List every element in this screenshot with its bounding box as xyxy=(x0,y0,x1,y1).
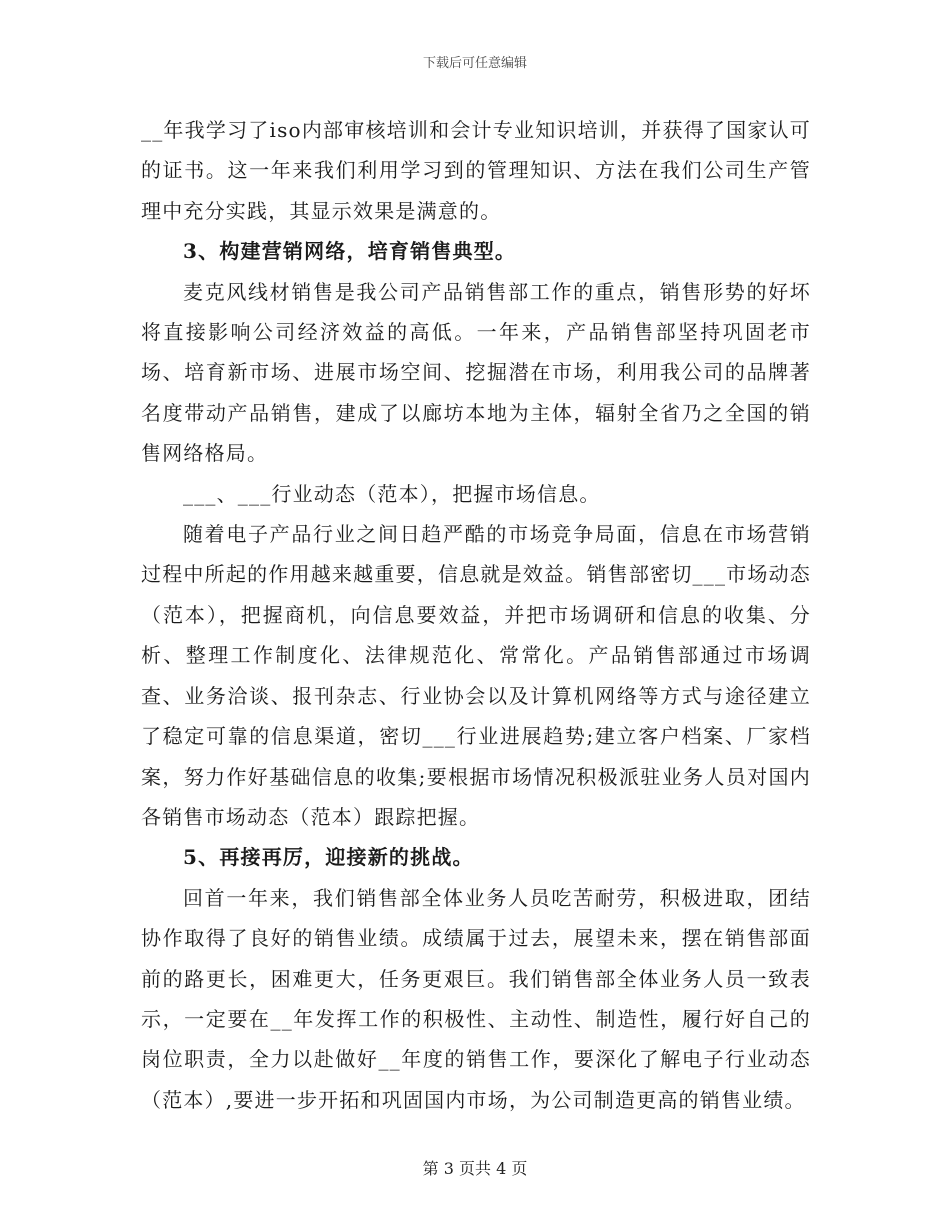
document-body xyxy=(141,110,811,1120)
paragraph-marketing-network: 麦克风线材销售是我公司产品销售部工作的重点，销售形势的好坏将直接影响公司经济效益的高低。一年来，产品销售部坚持巩固老市场、培育新市场、进展市场空间、挖掘潜在市场，利用我公司的品牌著名度带动产品销售，建成了以廊坊本地为主体，辐射全省乃之全国的销售网络格局。 xyxy=(141,279,811,466)
section-heading-new-challenges: 5、再接再厉，迎接新的挑战。 xyxy=(183,845,474,870)
section-heading-industry-dynamics: ___、___行业动态（范本），把握市场信息。 xyxy=(183,481,601,506)
section-heading-marketing-network: 3、构建营销网络，培育销售典型。 xyxy=(183,239,517,264)
page-header: 下载后可任意编辑 xyxy=(422,56,527,71)
paragraph-market-information: 随着电子产品行业之间日趋严酷的市场竞争局面，信息在市场营销过程中所起的作用越来越重要，信息就是效益。销售部密切___市场动态（范本），把握商机，向信息要效益，并把市场调研和信息的收集、分析、整理工作制度化、法律规范化、常常化。产品销售部通过市场调查、业务洽谈、报刊杂志、行业协会以及计算机网络等方式与途径建立了稳定可靠的信息渠道，密切___行业进展趋势;建立客户档案、厂家档案，努力作好基础信息的收集;要根据市场情况积极派驻业务人员对国内各销售市场动态（范本）跟踪把握。 xyxy=(141,522,811,829)
paragraph-training: __年我学习了iso内部审核培训和会计专业知识培训，并获得了国家认可的证书。这一年来我们利用学习到的管理知识、方法在我们公司生产管理中充分实践，其显示效果是满意的。 xyxy=(141,118,811,223)
paragraph-looking-back: 回首一年来，我们销售部全体业务人员吃苦耐劳，积极进取，团结协作取得了良好的销售业绩。成绩属于过去，展望未来，摆在销售部面前的路更长，困难更大，任务更艰巨。我们销售部全体业务人员一致表示，一定要在__年发挥工作的积极性、主动性、制造性，履行好自己的岗位职责，全力以赴做好__年度的销售工作，要深化了解电子行业动态（范本）,要进一步开拓和巩固国内市场，为公司制造更高的销售业绩。 xyxy=(141,885,811,1112)
page-number: 第 3 页共 4 页 xyxy=(422,1159,528,1178)
